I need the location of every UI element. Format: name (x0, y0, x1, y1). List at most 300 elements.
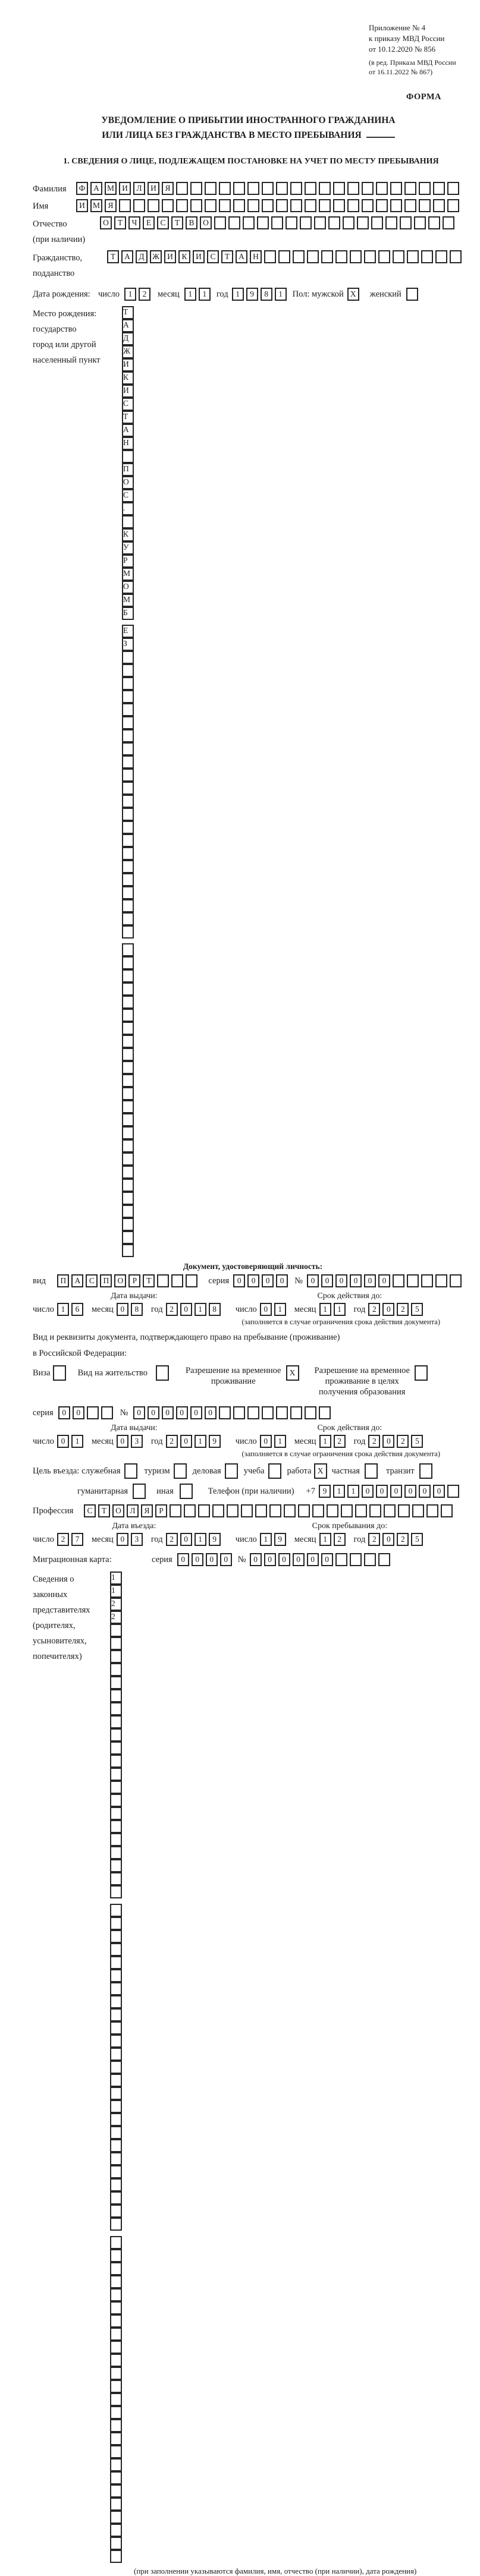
char-cell[interactable] (398, 1504, 410, 1517)
char-cell[interactable] (133, 199, 145, 212)
char-cell[interactable] (110, 1885, 122, 1898)
char-cell[interactable]: 1 (319, 1533, 331, 1546)
char-cell[interactable]: 0 (57, 1435, 69, 1448)
char-cell[interactable] (400, 216, 412, 229)
char-cell[interactable] (110, 1943, 122, 1956)
char-cell[interactable] (393, 1274, 404, 1287)
char-cell[interactable] (404, 199, 416, 212)
char-cell[interactable]: 0 (73, 1406, 84, 1419)
char-cell[interactable]: 2 (368, 1435, 380, 1448)
char-cell[interactable]: 0 (419, 1485, 431, 1498)
char-cell[interactable] (122, 1035, 134, 1048)
char-cell[interactable] (110, 2458, 122, 2471)
char-cell[interactable] (219, 182, 231, 195)
char-cell[interactable] (190, 199, 202, 212)
char-cell[interactable] (162, 199, 174, 212)
char-cell[interactable] (247, 1406, 259, 1419)
char-cell[interactable] (110, 2498, 122, 2511)
char-cell[interactable] (110, 1742, 122, 1755)
char-cell[interactable] (122, 899, 134, 912)
char-cell[interactable] (122, 996, 134, 1009)
char-cell[interactable] (122, 1244, 134, 1257)
char-cell[interactable] (290, 182, 302, 195)
char-cell[interactable] (450, 1274, 462, 1287)
char-cell[interactable] (110, 2218, 122, 2231)
char-cell[interactable] (119, 199, 131, 212)
char-cell[interactable] (443, 216, 454, 229)
char-cell[interactable] (286, 216, 297, 229)
char-cell[interactable] (110, 2406, 122, 2419)
char-cell[interactable]: 0 (180, 1533, 192, 1546)
char-cell[interactable] (233, 182, 245, 195)
char-cell[interactable]: Я (105, 199, 117, 212)
char-cell[interactable] (122, 956, 134, 969)
char-cell[interactable] (110, 2048, 122, 2061)
char-cell[interactable] (122, 969, 134, 982)
char-cell[interactable]: З (122, 638, 134, 651)
char-cell[interactable] (228, 216, 240, 229)
char-cell[interactable] (110, 1663, 122, 1676)
char-cell[interactable] (110, 2367, 122, 2380)
char-cell[interactable]: Т (122, 306, 134, 319)
char-cell[interactable]: 0 (350, 1274, 362, 1287)
char-cell[interactable] (450, 250, 462, 263)
char-cell[interactable]: Т (122, 411, 134, 424)
char-cell[interactable]: 0 (58, 1406, 70, 1419)
char-cell[interactable]: X (286, 1365, 299, 1381)
char-cell[interactable]: Д (122, 332, 134, 345)
char-cell[interactable]: 9 (246, 288, 258, 301)
char-cell[interactable] (157, 1274, 169, 1287)
char-cell[interactable] (355, 1504, 367, 1517)
char-cell[interactable] (407, 250, 419, 263)
char-cell[interactable]: О (100, 216, 112, 229)
char-cell[interactable]: А (121, 250, 133, 263)
char-cell[interactable] (110, 2178, 122, 2191)
char-cell[interactable]: Е (143, 216, 155, 229)
char-cell[interactable] (233, 1406, 245, 1419)
char-cell[interactable] (290, 199, 302, 212)
char-cell[interactable] (412, 1504, 424, 1517)
char-cell[interactable] (110, 1794, 122, 1807)
char-cell[interactable] (262, 1406, 274, 1419)
char-cell[interactable]: К (122, 371, 134, 385)
char-cell[interactable] (247, 182, 259, 195)
char-cell[interactable] (184, 1504, 196, 1517)
char-cell[interactable]: 1 (274, 1435, 286, 1448)
char-cell[interactable]: 1 (347, 1485, 359, 1498)
char-cell[interactable] (122, 1192, 134, 1205)
char-cell[interactable]: Т (143, 1274, 155, 1287)
char-cell[interactable]: 0 (220, 1553, 232, 1566)
char-cell[interactable] (110, 2288, 122, 2301)
char-cell[interactable]: 0 (205, 1406, 217, 1419)
char-cell[interactable]: 2 (139, 288, 150, 301)
char-cell[interactable] (404, 182, 416, 195)
char-cell[interactable]: 2 (166, 1435, 178, 1448)
char-cell[interactable] (110, 2113, 122, 2126)
char-cell[interactable] (122, 834, 134, 847)
char-cell[interactable]: Т (221, 250, 233, 263)
char-cell[interactable]: Я (162, 182, 174, 195)
char-cell[interactable]: 0 (117, 1435, 128, 1448)
char-cell[interactable]: О (112, 1504, 124, 1517)
char-cell[interactable] (171, 1274, 183, 1287)
char-cell[interactable]: 1 (334, 1303, 346, 1316)
char-cell[interactable] (198, 1504, 210, 1517)
char-cell[interactable] (110, 2419, 122, 2432)
char-cell[interactable] (122, 1139, 134, 1152)
char-cell[interactable] (319, 199, 331, 212)
char-cell[interactable]: 5 (411, 1533, 423, 1546)
char-cell[interactable]: 2 (397, 1533, 409, 1546)
char-cell[interactable] (276, 182, 288, 195)
char-cell[interactable]: 0 (321, 1553, 333, 1566)
char-cell[interactable]: . (122, 502, 134, 515)
char-cell[interactable] (241, 1504, 253, 1517)
char-cell[interactable]: 2 (110, 1611, 122, 1624)
char-cell[interactable] (243, 216, 255, 229)
char-cell[interactable]: Я (141, 1504, 153, 1517)
char-cell[interactable] (110, 1702, 122, 1715)
char-cell[interactable]: А (90, 182, 102, 195)
char-cell[interactable] (314, 216, 326, 229)
char-cell[interactable]: 0 (382, 1533, 394, 1546)
char-cell[interactable]: Б (122, 607, 134, 620)
char-cell[interactable]: Р (155, 1504, 167, 1517)
char-cell[interactable]: 6 (71, 1303, 83, 1316)
char-cell[interactable]: О (122, 476, 134, 489)
char-cell[interactable] (312, 1504, 324, 1517)
char-cell[interactable] (110, 1728, 122, 1742)
char-cell[interactable]: С (122, 489, 134, 502)
char-cell[interactable] (122, 1061, 134, 1074)
char-cell[interactable]: 0 (364, 1274, 376, 1287)
char-cell[interactable]: И (119, 182, 131, 195)
char-cell[interactable] (156, 1365, 169, 1381)
char-cell[interactable] (319, 1406, 331, 1419)
char-cell[interactable] (110, 1859, 122, 1872)
char-cell[interactable] (110, 2205, 122, 2218)
char-cell[interactable]: 2 (166, 1533, 178, 1546)
char-cell[interactable]: 0 (335, 1274, 347, 1287)
char-cell[interactable] (110, 1637, 122, 1650)
char-cell[interactable] (205, 199, 217, 212)
char-cell[interactable] (148, 199, 159, 212)
char-cell[interactable] (110, 1807, 122, 1820)
char-cell[interactable] (433, 199, 445, 212)
char-cell[interactable] (122, 703, 134, 716)
char-cell[interactable] (110, 2471, 122, 2484)
char-cell[interactable]: О (114, 1274, 126, 1287)
char-cell[interactable] (186, 1274, 197, 1287)
char-cell[interactable] (110, 2165, 122, 2178)
char-cell[interactable]: 1 (194, 1533, 206, 1546)
char-cell[interactable]: 1 (274, 1303, 286, 1316)
char-cell[interactable]: 0 (293, 1553, 305, 1566)
char-cell[interactable] (110, 2511, 122, 2524)
char-cell[interactable] (419, 199, 431, 212)
char-cell[interactable] (298, 1504, 310, 1517)
char-cell[interactable]: 2 (334, 1533, 346, 1546)
char-cell[interactable] (122, 782, 134, 795)
char-cell[interactable]: 0 (390, 1485, 402, 1498)
char-cell[interactable] (122, 1087, 134, 1100)
char-cell[interactable]: 0 (190, 1406, 202, 1419)
char-cell[interactable]: 1 (194, 1435, 206, 1448)
char-cell[interactable]: 9 (274, 1533, 286, 1546)
char-cell[interactable] (321, 250, 333, 263)
char-cell[interactable]: О (122, 581, 134, 594)
char-cell[interactable] (122, 873, 134, 886)
char-cell[interactable] (110, 2074, 122, 2087)
char-cell[interactable] (110, 1676, 122, 1689)
char-cell[interactable] (365, 1463, 378, 1479)
char-cell[interactable]: И (122, 385, 134, 398)
char-cell[interactable] (110, 2152, 122, 2165)
char-cell[interactable]: 0 (260, 1435, 272, 1448)
char-cell[interactable] (327, 1504, 338, 1517)
char-cell[interactable] (278, 250, 290, 263)
char-cell[interactable]: 1 (194, 1303, 206, 1316)
char-cell[interactable]: И (76, 199, 88, 212)
char-cell[interactable] (122, 912, 134, 925)
char-cell[interactable] (333, 182, 345, 195)
char-cell[interactable] (122, 1231, 134, 1244)
char-cell[interactable] (441, 1504, 453, 1517)
char-cell[interactable] (122, 1166, 134, 1179)
char-cell[interactable] (110, 2328, 122, 2341)
char-cell[interactable] (122, 1152, 134, 1166)
char-cell[interactable] (110, 1904, 122, 1917)
char-cell[interactable] (110, 1755, 122, 1768)
char-cell[interactable] (393, 250, 404, 263)
char-cell[interactable]: 0 (382, 1435, 394, 1448)
char-cell[interactable] (133, 1484, 146, 1499)
char-cell[interactable] (122, 943, 134, 956)
char-cell[interactable] (122, 450, 134, 463)
char-cell[interactable] (233, 199, 245, 212)
char-cell[interactable] (247, 199, 259, 212)
char-cell[interactable] (110, 1689, 122, 1702)
char-cell[interactable] (419, 182, 431, 195)
char-cell[interactable] (300, 216, 312, 229)
char-cell[interactable]: 0 (321, 1274, 333, 1287)
char-cell[interactable] (214, 216, 226, 229)
char-cell[interactable] (362, 199, 374, 212)
char-cell[interactable]: Л (133, 182, 145, 195)
char-cell[interactable] (255, 1504, 267, 1517)
char-cell[interactable] (122, 925, 134, 939)
char-cell[interactable] (364, 1553, 376, 1566)
char-cell[interactable]: 1 (71, 1435, 83, 1448)
char-cell[interactable] (122, 1100, 134, 1113)
char-cell[interactable]: 5 (411, 1435, 423, 1448)
char-cell[interactable] (276, 1406, 288, 1419)
char-cell[interactable] (262, 182, 274, 195)
char-cell[interactable] (110, 1995, 122, 2008)
char-cell[interactable]: Л (127, 1504, 139, 1517)
char-cell[interactable] (110, 1930, 122, 1943)
char-cell[interactable]: К (178, 250, 190, 263)
char-cell[interactable] (369, 1504, 381, 1517)
char-cell[interactable]: Т (98, 1504, 110, 1517)
char-cell[interactable]: Т (171, 216, 183, 229)
char-cell[interactable] (378, 1553, 390, 1566)
char-cell[interactable]: 0 (192, 1553, 203, 1566)
char-cell[interactable]: 2 (166, 1303, 178, 1316)
char-cell[interactable]: 0 (133, 1406, 145, 1419)
char-cell[interactable] (110, 1715, 122, 1728)
char-cell[interactable]: 3 (131, 1533, 143, 1546)
char-cell[interactable] (293, 250, 305, 263)
char-cell[interactable] (406, 288, 418, 301)
char-cell[interactable] (350, 250, 362, 263)
char-cell[interactable]: 0 (233, 1274, 245, 1287)
char-cell[interactable]: 0 (278, 1553, 290, 1566)
char-cell[interactable] (122, 860, 134, 873)
char-cell[interactable] (122, 755, 134, 769)
char-cell[interactable]: 5 (411, 1303, 423, 1316)
char-cell[interactable] (110, 2061, 122, 2074)
char-cell[interactable] (122, 1205, 134, 1218)
char-cell[interactable]: А (122, 424, 134, 437)
char-cell[interactable]: С (84, 1504, 96, 1517)
char-cell[interactable]: А (71, 1274, 83, 1287)
char-cell[interactable] (428, 216, 440, 229)
char-cell[interactable] (122, 1179, 134, 1192)
char-cell[interactable] (174, 1463, 187, 1479)
char-cell[interactable]: 0 (382, 1303, 394, 1316)
char-cell[interactable]: 8 (261, 288, 272, 301)
char-cell[interactable] (269, 1504, 281, 1517)
char-cell[interactable] (122, 886, 134, 899)
char-cell[interactable] (390, 182, 402, 195)
char-cell[interactable]: 0 (148, 1406, 159, 1419)
char-cell[interactable]: 0 (262, 1274, 274, 1287)
char-cell[interactable] (110, 2380, 122, 2393)
char-cell[interactable] (110, 1846, 122, 1859)
char-cell[interactable] (419, 1463, 432, 1479)
char-cell[interactable]: 2 (334, 1435, 346, 1448)
char-cell[interactable]: 0 (260, 1303, 272, 1316)
char-cell[interactable]: И (193, 250, 205, 263)
char-cell[interactable] (122, 795, 134, 808)
char-cell[interactable] (122, 690, 134, 703)
char-cell[interactable]: 0 (362, 1485, 374, 1498)
char-cell[interactable] (110, 1982, 122, 1995)
char-cell[interactable]: 0 (247, 1274, 259, 1287)
char-cell[interactable] (362, 182, 374, 195)
char-cell[interactable] (180, 1484, 193, 1499)
char-cell[interactable]: Д (136, 250, 148, 263)
char-cell[interactable]: Р (128, 1274, 140, 1287)
char-cell[interactable]: 0 (307, 1553, 319, 1566)
char-cell[interactable]: Р (122, 555, 134, 568)
char-cell[interactable]: 1 (57, 1303, 69, 1316)
char-cell[interactable]: 2 (397, 1435, 409, 1448)
char-cell[interactable] (415, 1365, 428, 1381)
char-cell[interactable] (110, 2301, 122, 2314)
char-cell[interactable]: 1 (124, 288, 136, 301)
char-cell[interactable] (276, 199, 288, 212)
char-cell[interactable]: 0 (117, 1303, 128, 1316)
char-cell[interactable] (170, 1504, 181, 1517)
char-cell[interactable] (347, 182, 359, 195)
char-cell[interactable]: 8 (131, 1303, 143, 1316)
char-cell[interactable] (110, 1872, 122, 1885)
char-cell[interactable] (341, 1504, 353, 1517)
char-cell[interactable] (190, 182, 202, 195)
char-cell[interactable]: Ч (128, 216, 140, 229)
char-cell[interactable]: Т (107, 250, 119, 263)
char-cell[interactable]: С (207, 250, 219, 263)
char-cell[interactable]: Н (250, 250, 262, 263)
char-cell[interactable]: 1 (199, 288, 211, 301)
char-cell[interactable] (257, 216, 269, 229)
char-cell[interactable] (447, 182, 459, 195)
char-cell[interactable] (328, 216, 340, 229)
char-cell[interactable]: 1 (275, 288, 287, 301)
char-cell[interactable]: М (105, 182, 117, 195)
char-cell[interactable] (122, 664, 134, 677)
char-cell[interactable] (271, 216, 283, 229)
char-cell[interactable] (378, 250, 390, 263)
char-cell[interactable]: В (186, 216, 197, 229)
char-cell[interactable]: М (122, 594, 134, 607)
char-cell[interactable] (122, 729, 134, 742)
char-cell[interactable] (101, 1406, 113, 1419)
char-cell[interactable]: 2 (368, 1303, 380, 1316)
char-cell[interactable]: 2 (397, 1303, 409, 1316)
char-cell[interactable] (110, 1650, 122, 1663)
char-cell[interactable] (122, 742, 134, 755)
char-cell[interactable] (110, 1833, 122, 1846)
char-cell[interactable]: Ф (76, 182, 88, 195)
char-cell[interactable] (110, 1917, 122, 1930)
char-cell[interactable] (122, 1074, 134, 1087)
char-cell[interactable]: У (122, 541, 134, 555)
char-cell[interactable]: 0 (117, 1533, 128, 1546)
char-cell[interactable] (319, 182, 331, 195)
char-cell[interactable]: 0 (177, 1553, 189, 1566)
char-cell[interactable] (357, 216, 369, 229)
char-cell[interactable]: 0 (206, 1553, 218, 1566)
char-cell[interactable] (122, 1113, 134, 1126)
char-cell[interactable] (122, 1126, 134, 1139)
char-cell[interactable]: 2 (57, 1533, 69, 1546)
char-cell[interactable] (110, 2236, 122, 2249)
char-cell[interactable]: П (122, 463, 134, 476)
char-cell[interactable] (122, 651, 134, 664)
char-cell[interactable]: 0 (404, 1485, 416, 1498)
char-cell[interactable]: 1 (333, 1485, 345, 1498)
char-cell[interactable]: С (157, 216, 169, 229)
char-cell[interactable] (227, 1504, 239, 1517)
char-cell[interactable] (110, 2537, 122, 2550)
char-cell[interactable]: 0 (307, 1274, 319, 1287)
char-cell[interactable] (268, 1463, 281, 1479)
char-cell[interactable]: 9 (209, 1435, 221, 1448)
char-cell[interactable]: 0 (180, 1435, 192, 1448)
char-cell[interactable] (447, 199, 459, 212)
char-cell[interactable] (110, 2035, 122, 2048)
char-cell[interactable]: 2 (368, 1533, 380, 1546)
char-cell[interactable] (262, 199, 274, 212)
char-cell[interactable] (376, 182, 388, 195)
char-cell[interactable] (122, 1218, 134, 1231)
char-cell[interactable] (53, 1365, 66, 1381)
